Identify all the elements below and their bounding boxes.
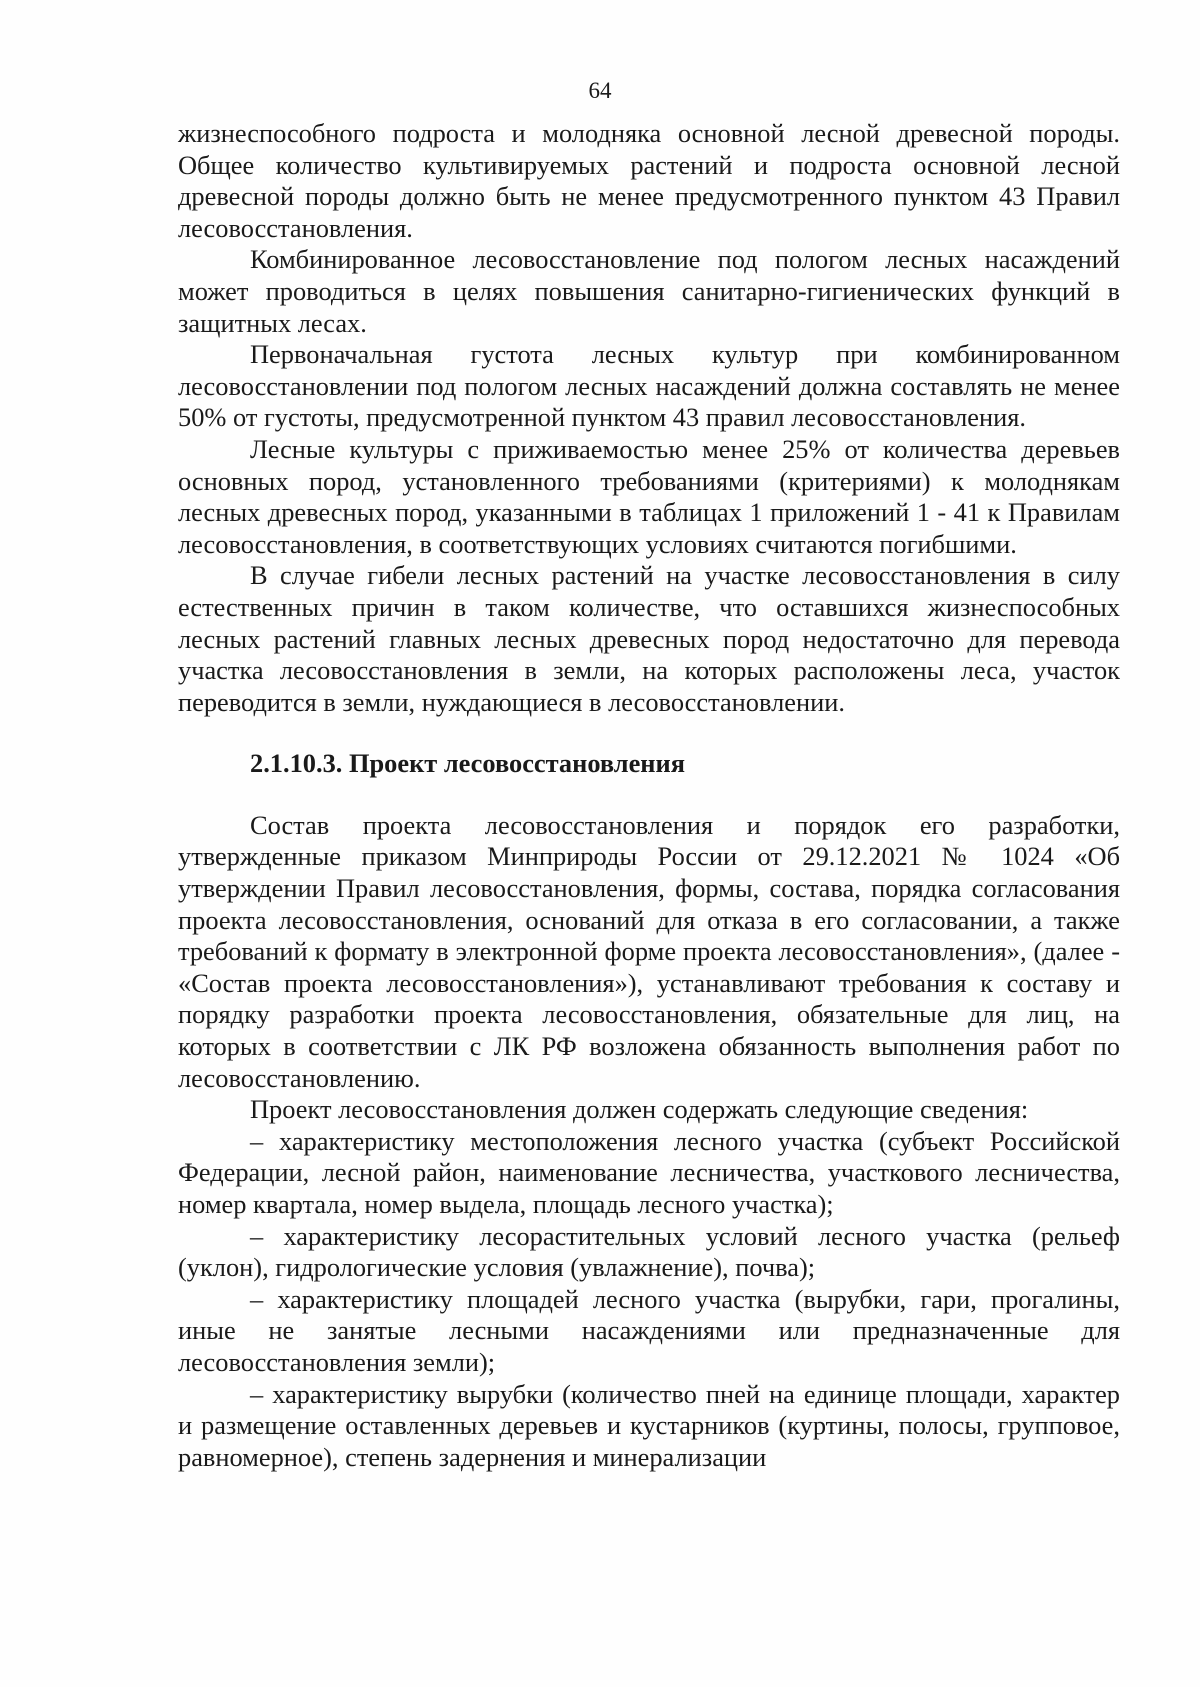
section-heading: 2.1.10.3. Проект лесовосстановления <box>250 748 685 779</box>
paragraph-survival-rate: Лесные культуры с приживаемостью менее 25% от количества деревьев основных пород, установленного требованиями (критериями) к молоднякам лесных древесных пород, указанными в таблицах 1 приложений 1 - 41 к Правилам лесовосстановления, в соответствующих условиях считаются погибшими. <box>178 433 1120 559</box>
paragraph-continuation: жизнеспособного подроста и молодняка основной лесной древесной породы. Общее количество культивируемых растений и подроста основной лесной древесной породы должно быть не менее предусмотренного пунктом 43 Правил лесовосстановления. <box>178 118 1120 243</box>
list-item-location: – характеристику местоположения лесного участка (субъект Российской Федерации, лесной район, наименование лесничества, участкового лесничества, номер квартала, номер выдела, площадь лесного участка); <box>178 1125 1120 1219</box>
paragraph-combined-reforestation: Комбинированное лесовосстановление под пологом лесных насаждений может проводиться в целях повышения санитарно-гигиенических функций в защитных лесах. <box>178 244 1120 338</box>
paragraph-project-composition: Состав проекта лесовосстановления и порядок его разработки, утвержденные приказом Минприроды России от 29.12.2021 № 1024 «Об утверждении Правил лесовосстановления, формы, состава, порядка согласования проекта лесовосстановления, оснований для отказа в его согласовании, а также требований к формату в электронной форме проекта лесовосстановления», (далее - «Состав проекта лесовосстановления»), устанавливают требования к составу и порядку разработки проекта лесовосстановления, обязательные для лиц, на которых в соответствии с ЛК РФ возложена обязанность выполнения работ по лесовосстановлению. <box>178 809 1120 1093</box>
paragraph-initial-density: Первоначальная густота лесных культур при комбинированном лесовосстановлении под пологом лесных насаждений должна составлять не менее 50% от густоты, предусмотренной пунктом 43 правил лесовосстановления. <box>178 339 1120 433</box>
page-number: 64 <box>588 78 612 103</box>
paragraph-plant-death: В случае гибели лесных растений на участке лесовосстановления в силу естественных причин в таком количестве, что оставшихся жизнеспособных лесных растений главных лесных древесных пород недостаточно для перевода участка лесовосстановления в земли, на которых расположены леса, участок переводится в земли, нуждающиеся в лесовосстановлении. <box>178 560 1120 717</box>
list-item-growing-conditions: – характеристику лесорастительных условий лесного участка (рельеф (уклон), гидрологические условия (увлажнение), почва); <box>178 1220 1120 1283</box>
list-item-areas: – характеристику площадей лесного участка (вырубки, гари, прогалины, иные не занятые лесными насаждениями или предназначенные для лесовосстановления земли); <box>178 1283 1120 1377</box>
document-body <box>178 118 1120 1473</box>
paragraph-project-contents-intro: Проект лесовосстановления должен содержать следующие сведения: <box>250 1094 1029 1125</box>
list-item-clearing: – характеристику вырубки (количество пней на единице площади, характер и размещение оставленных деревьев и кустарников (куртины, полосы, групповое, равномерное), степень задернения и минерализации <box>178 1378 1120 1472</box>
